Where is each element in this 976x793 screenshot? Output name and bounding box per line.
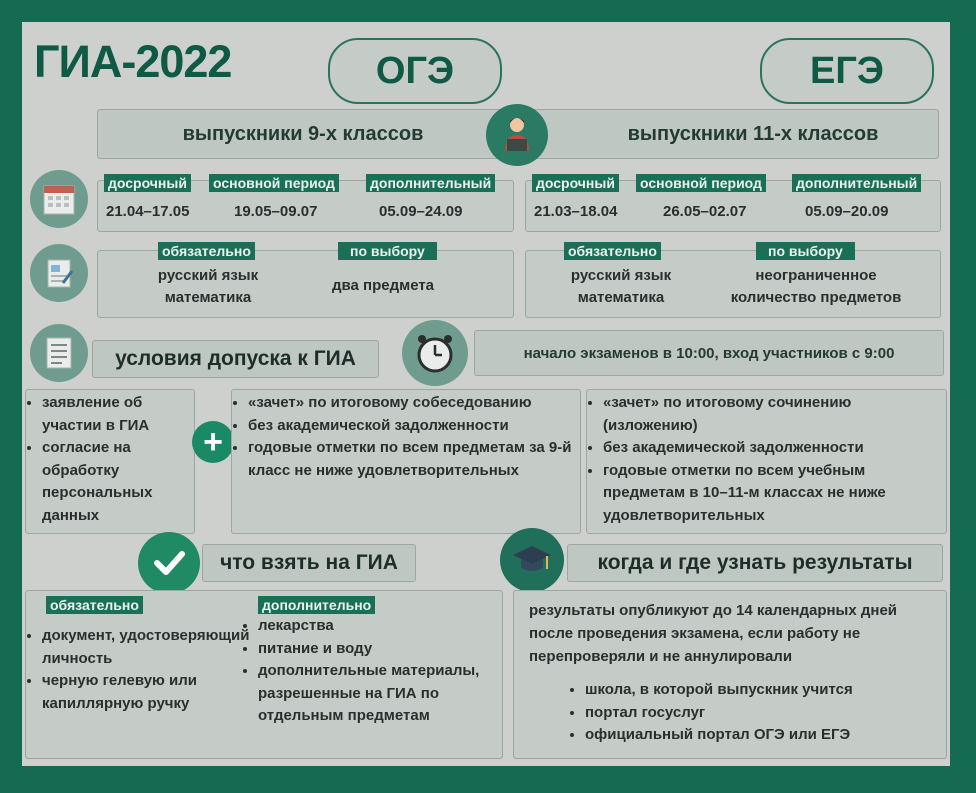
ege-dates-extra: 05.09–20.09 [805, 203, 889, 220]
ege-subject-math: математика [577, 289, 665, 306]
list-item: • документ, удостоверяющий личность [42, 625, 252, 670]
ege-dates-main: 26.05–02.07 [663, 203, 747, 220]
calendar-icon [30, 170, 88, 228]
oge-dates-box [97, 175, 514, 232]
results-title: когда и где узнать результаты [567, 544, 943, 582]
list-item: • годовые отметки по всем предметам за 9-й класс не ниже удовлетворительных [248, 437, 580, 482]
list-item: • без академической задолженности [248, 415, 580, 438]
take-box [25, 590, 503, 759]
list-item: • школа, в которой выпускник учится [585, 679, 945, 702]
oge-optional-label: по выбору [338, 242, 437, 260]
ege-optional-line-2: количество предметов [730, 289, 902, 306]
admission-oge-box [231, 389, 581, 534]
alarm-clock-icon [402, 320, 468, 386]
oge-optional-subjects: два предмета [331, 277, 435, 294]
document-icon [30, 244, 88, 302]
oge-dates-extra: 05.09–24.09 [379, 203, 463, 220]
oge-pill: ОГЭ [328, 38, 502, 104]
list-item: • согласие на обработку персональных данных [42, 437, 194, 527]
ege-dates-box [525, 175, 941, 232]
graduation-cap-icon [500, 528, 564, 592]
take-title: что взять на ГИА [202, 544, 416, 582]
list-item: • питание и воду [258, 638, 498, 661]
oge-dates-main: 19.05–09.07 [234, 203, 318, 220]
oge-subject-russian: русский язык [157, 267, 259, 284]
ege-period-label-early: досрочный [532, 174, 619, 192]
admission-common-list [26, 390, 194, 527]
oge-mandatory-label: обязательно [158, 242, 255, 260]
oge-dates-early: 21.04–17.05 [106, 203, 190, 220]
ege-subjects-box [525, 243, 941, 318]
exam-start-time: начало экзаменов в 10:00, вход участников с 9:00 [474, 330, 944, 376]
results-places-list [569, 679, 945, 747]
ege-period-label-main: основной период [636, 174, 766, 192]
ege-optional-subjects [706, 265, 926, 309]
ege-period-label-extra: дополнительный [792, 174, 921, 192]
ege-optional-label: по выбору [756, 242, 855, 260]
oge-period-label-main: основной период [209, 174, 339, 192]
admission-oge-list [232, 390, 580, 482]
page-title: ГИА-2022 [34, 36, 232, 87]
results-text: результаты опубликуют до 14 календарных дней после проведения экзамена, если работу не перепроверяли и не аннулировали [529, 602, 898, 665]
admission-title: условия допуска к ГИА [92, 340, 379, 378]
ege-subject-russian: русский язык [570, 267, 672, 284]
list-item: • без академической задолженности [603, 437, 946, 460]
list-item: • портал госуслуг [585, 702, 945, 725]
checklist-icon [30, 324, 88, 382]
list-item: • годовые отметки по всем учебным предметам в 10–11-м классах не ниже удовлетворительных [603, 460, 946, 528]
take-additional-list [242, 615, 498, 728]
admission-ege-box [586, 389, 947, 534]
oge-subjects-box [97, 243, 514, 318]
oge-mandatory-subjects [128, 265, 288, 309]
list-item: • лекарства [258, 615, 498, 638]
ege-pill: ЕГЭ [760, 38, 934, 104]
list-item: • заявление об участии в ГИА [42, 392, 194, 437]
take-additional-label: дополнительно [258, 596, 375, 614]
checkmark-icon [138, 532, 200, 594]
admission-ege-list [587, 390, 946, 527]
ege-mandatory-label: обязательно [564, 242, 661, 260]
list-item: • официальный портал ОГЭ или ЕГЭ [585, 724, 945, 747]
list-item: • черную гелевую или капиллярную ручку [42, 670, 252, 715]
infographic-canvas [22, 22, 950, 766]
student-icon [486, 104, 548, 166]
list-item: • «зачет» по итоговому собеседованию [248, 392, 580, 415]
take-mandatory-list [26, 625, 252, 715]
admission-common-box [25, 389, 195, 534]
ege-mandatory-subjects [541, 265, 701, 309]
plus-icon: + [192, 421, 234, 463]
ege-optional-line-1: неограниченное [755, 267, 877, 284]
oge-period-label-early: досрочный [104, 174, 191, 192]
results-box [513, 590, 947, 759]
ege-audience: выпускники 11-х классов [627, 122, 879, 145]
ege-dates-early: 21.03–18.04 [534, 203, 618, 220]
oge-audience: выпускники 9-х классов [182, 122, 424, 145]
list-item: • дополнительные материалы, разрешенные на ГИА по отдельным предметам [258, 660, 498, 728]
oge-period-label-extra: дополнительный [366, 174, 495, 192]
oge-subject-math: математика [164, 289, 252, 306]
list-item: • «зачет» по итоговому сочинению (изложению) [603, 392, 946, 437]
take-mandatory-label: обязательно [46, 596, 143, 614]
